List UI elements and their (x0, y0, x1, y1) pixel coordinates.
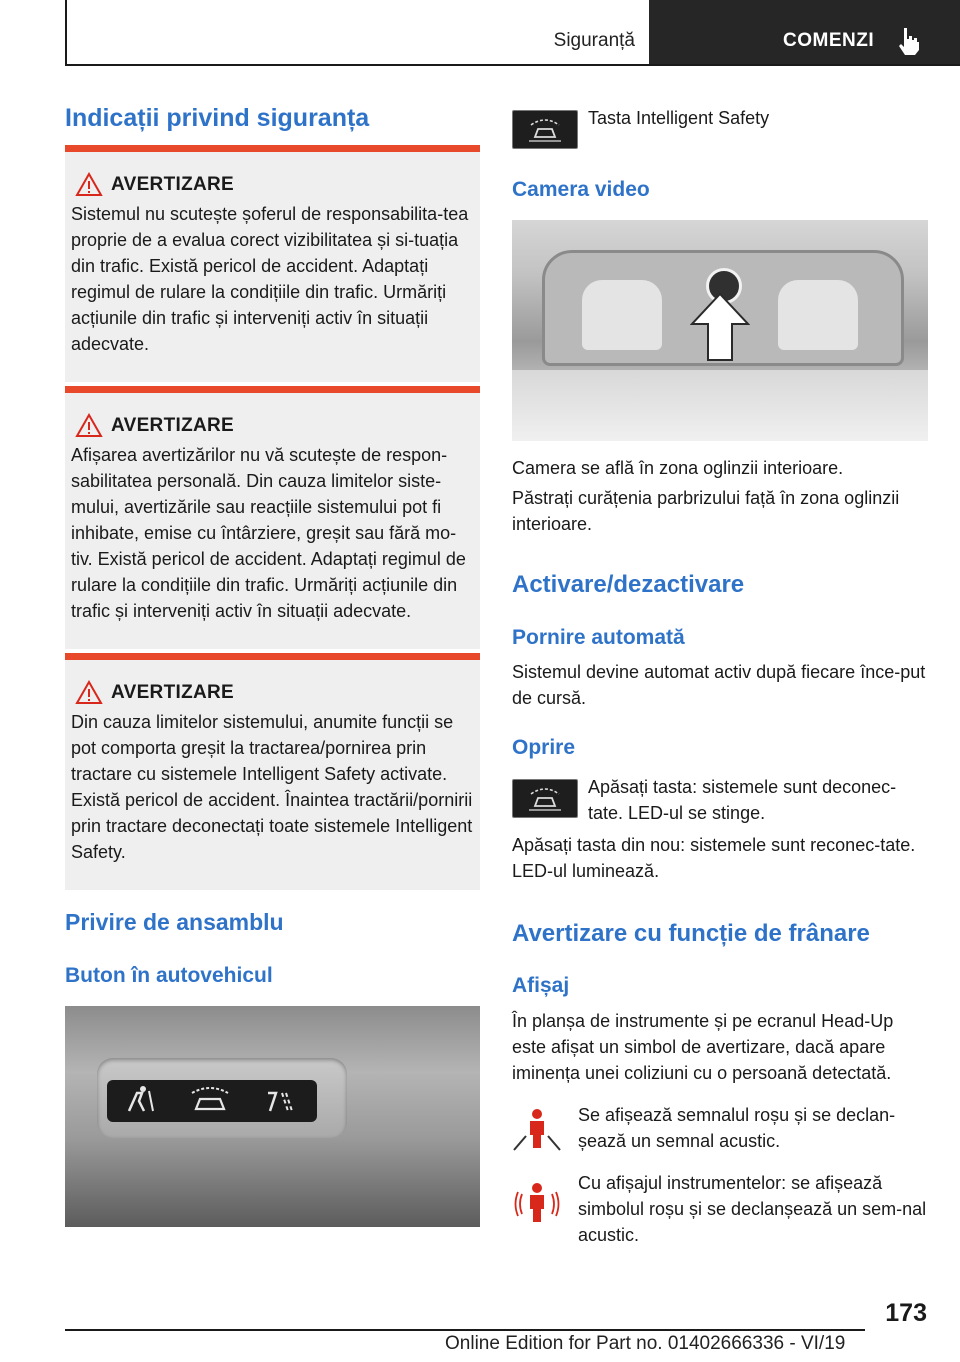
lane-warning-icon (248, 1081, 312, 1121)
symbol2-text: Cu afișajul instrumentelor: se afișează simbolul roșu și se declanșează un sem-nal acustic. (578, 1173, 927, 1245)
camera-photo (512, 220, 928, 441)
warning-triangle-icon (75, 413, 103, 439)
up-arrow-icon (690, 292, 750, 362)
heading-autostart: Pornire automată (512, 626, 685, 649)
heading-braking-warning: Avertizare cu funcție de frânare (512, 920, 870, 947)
display-text: În planșa de instrumente și pe ecranul Head-Up este afișat un simbol de avertizare, dacă apare iminența unei coliziuni cu o persoană detectată. (512, 1011, 894, 1083)
warning-text: Sistemul nu scutește șoferul de responsabilita-tea proprie de a evalua corect vizibilitatea și si-tuația din trafic. Există pericol de accident. Adaptați regimul de rulare la condițiile din trafic. Urmăriți acțiunile din trafic și interveniți activ în situații adecvate. (71, 204, 469, 354)
pedestrian-warning-icon (109, 1081, 173, 1121)
autostart-text: Sistemul devine automat activ după fiecare înce-put de cursă. (512, 662, 926, 708)
header-tab-comenzi[interactable] (649, 0, 960, 66)
camera-location-text: Camera se află în zona oglinzii interioare. (512, 458, 844, 478)
warning-title: AVERTIZARE (111, 415, 234, 436)
heading-button-in-vehicle: Buton în autovehicul (65, 964, 273, 987)
intelligent-safety-key-image (512, 779, 578, 818)
safety-key-caption: Tasta Intelligent Safety (588, 108, 770, 128)
intelligent-safety-icon (513, 780, 577, 817)
warning-title: AVERTIZARE (111, 174, 234, 195)
intelligent-safety-icon (513, 111, 577, 148)
warning-text: Afișarea avertizărilor nu vă scutește de respon-sabilitatea personală. Din cauza limitelor siste-mului, avertizările sau reacțiile sistemului pot fi inhibate, emise cu întârziere, greșit sau fără mo-tiv. Există pericol de accident. Adaptați regimul de rulare la condițiile din trafic. Urmăriți acțiunile din trafic și interveniți activ în situații adecvate. (71, 445, 466, 621)
symbol1-text: Se afișează semnalul roșu și se declan-șează un semnal acustic. (578, 1105, 896, 1151)
warning-triangle-icon (75, 680, 103, 706)
heading-stop: Oprire (512, 736, 576, 759)
warning-box-1 (65, 145, 480, 382)
warning-triangle-icon (75, 172, 103, 198)
stop-text-2: Apăsați tasta din nou: sistemele sunt reconec-tate. LED-ul luminează. (512, 835, 916, 881)
warning-box-2 (65, 386, 480, 649)
camera-clean-text: Păstrați curățenia parbrizului față în zona oglinzii interioare. (512, 488, 900, 534)
stop-text-1: Apăsați tasta: sistemele sunt deconec-tate. LED-ul se stinge. (588, 777, 897, 823)
intelligent-safety-key-image (512, 110, 578, 149)
footer-rule (65, 1329, 865, 1331)
edition-text: Online Edition for Part no. 01402666336 - VI/19 (445, 1333, 846, 1354)
warning-title: AVERTIZARE (111, 682, 234, 703)
warning-text: Din cauza limitelor sistemului, anumite funcții se pot comporta greșit la tractarea/pornirea prin tractare cu sistemele Intelligent Safety activate. Există pericol de accident. Înaintea tractării/pornirii prin tractare deconectați toate sistemele Intelligent Safety. (71, 712, 473, 862)
vehicle-buttons-photo (65, 1006, 480, 1227)
collision-warning-icon (178, 1081, 242, 1121)
header-section (67, 0, 647, 64)
header-tab-label: COMENZI (783, 30, 875, 51)
heading-overview: Privire de ansamblu (65, 909, 284, 935)
warning-box-3 (65, 653, 480, 890)
hand-pointer-icon (896, 26, 922, 56)
header-rule (65, 64, 960, 66)
red-pedestrian-warning-icon (512, 1106, 562, 1152)
heading-camera: Camera video (512, 178, 650, 201)
header-section-title: Siguranță (553, 30, 635, 51)
page-number: 173 (885, 1299, 927, 1327)
heading-safety-notes: Indicații privind siguranța (65, 104, 370, 132)
heading-display: Afișaj (512, 974, 570, 997)
heading-activation: Activare/dezactivare (512, 571, 745, 598)
red-pedestrian-acoustic-icon (512, 1180, 562, 1226)
